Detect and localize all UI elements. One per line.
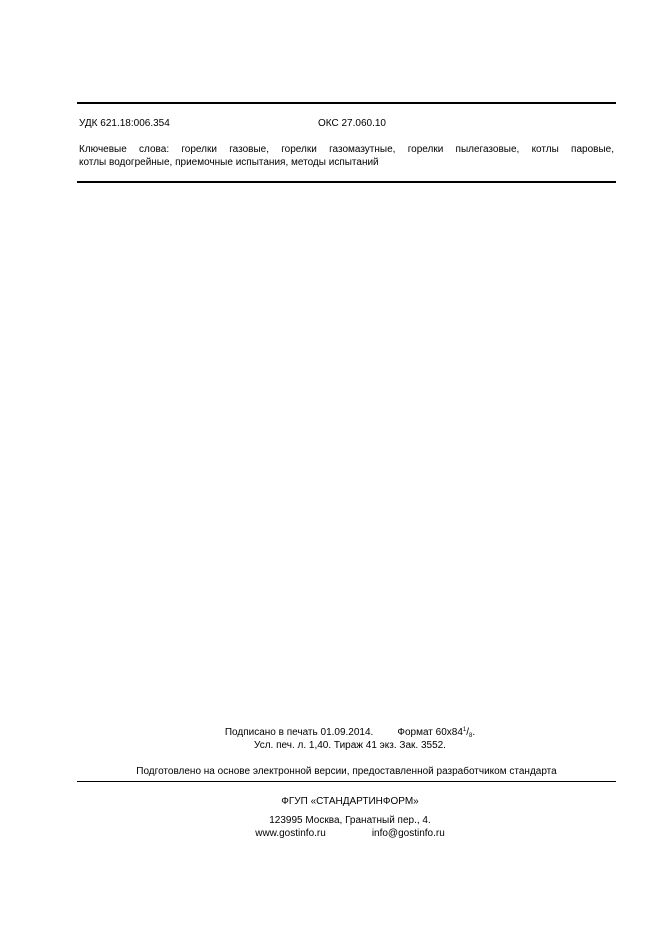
oks-code: ОКС 27.060.10	[318, 118, 386, 129]
top-thick-rule	[77, 102, 616, 104]
format-label: Формат 60x84	[397, 727, 463, 738]
keywords-line-2: котлы водогрейные, приемочные испытания, методы испытаний	[79, 157, 379, 168]
publisher-name: ФГУП «СТАНДАРТИНФОРМ»	[281, 796, 419, 807]
prepared-note: Подготовлено на основе электронной версии, предоставленной разработчиком стандарта	[136, 766, 557, 777]
imprint-line-2: Усл. печ. л. 1,40. Тираж 41 экз. Зак. 3552.	[254, 740, 446, 751]
keywords-block	[79, 143, 614, 169]
format-fraction-num: 1	[462, 727, 467, 733]
format-fraction-den: 8	[469, 733, 473, 739]
udk-code: УДК 621.18:006.354	[79, 118, 170, 129]
keywords-bottom-rule	[77, 181, 616, 183]
keywords-line-1: Ключевые слова: горелки газовые, горелки газомазутные, горелки пылегазовые, котлы паровые,	[79, 144, 614, 155]
publisher-top-rule	[77, 781, 616, 782]
publisher-address: 123995 Москва, Гранатный пер., 4.	[269, 815, 431, 826]
publisher-contacts	[150, 828, 550, 840]
signed-date: Подписано в печать 01.09.2014.	[224, 727, 374, 738]
format-end: .	[472, 727, 476, 738]
email-link[interactable]: info@gostinfo.ru	[371, 828, 445, 839]
imprint-line-1: Подписано в печать 01.09.2014. Формат $60x84^1/_8$.	[224, 727, 476, 739]
website-link[interactable]: www.gostinfo.ru	[255, 828, 326, 839]
